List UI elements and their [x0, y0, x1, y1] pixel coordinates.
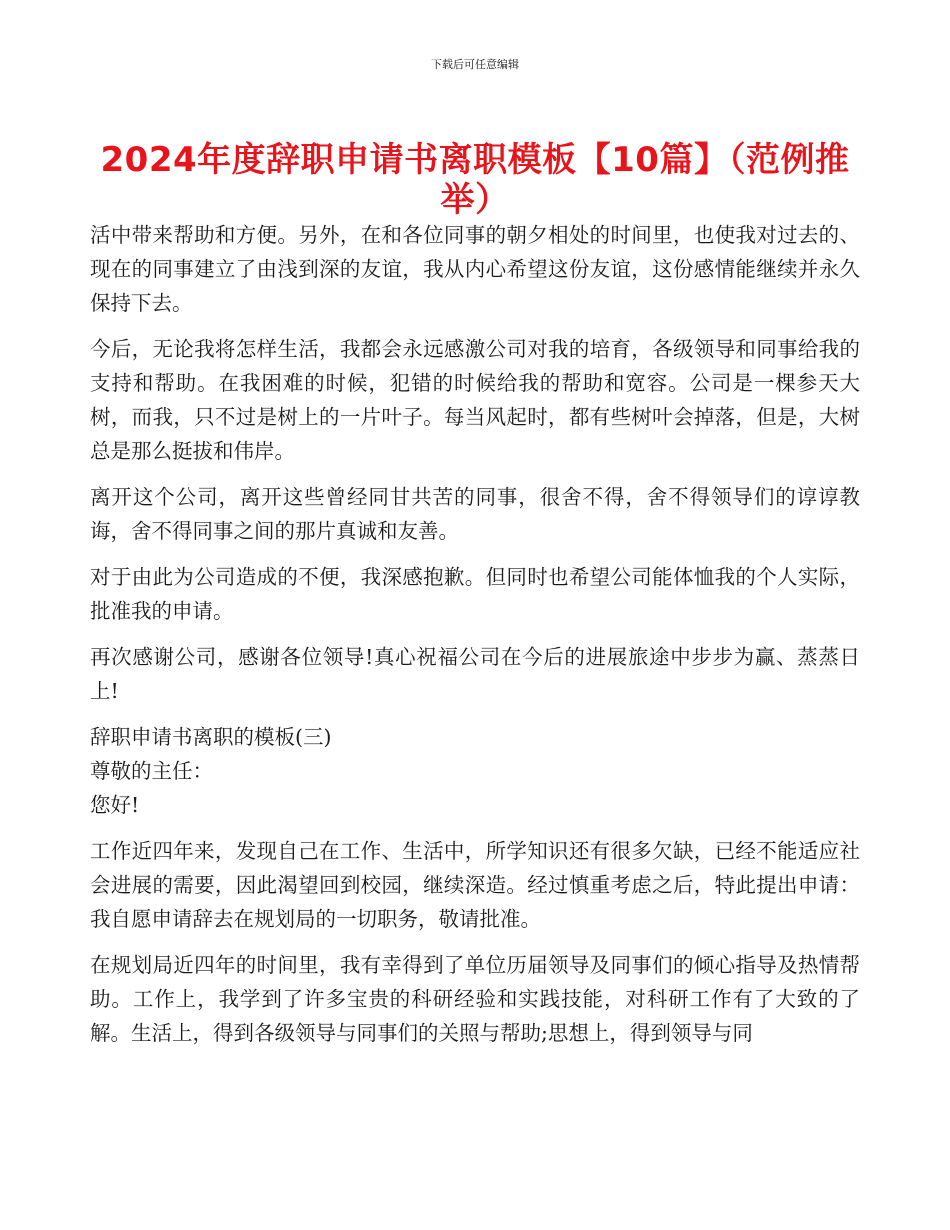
document-title: 2024年度辞职申请书离职模板【10篇】（范例推举） — [100, 140, 850, 220]
paragraph: 工作近四年来，发现自己在工作、生活中，所学知识还有很多欠缺，已经不能适应社会进展的需要，因此渴望回到校园，继续深造。经过慎重考虑之后，特此提出申请：我自愿申请辞去在规划局的一切职务，敬请批准。 — [90, 839, 860, 931]
salutation: 尊敬的主任： — [90, 759, 213, 783]
paragraph: 在规划局近四年的时间里，我有幸得到了单位历届领导及同事们的倾心指导及热情帮助。工作上，我学到了许多宝贵的科研经验和实践技能，对科研工作有了大致的了解。生活上，得到各级领导与同事们的关照与帮助;思想上，得到领导与同 — [90, 953, 860, 1045]
greeting: 您好! — [90, 793, 140, 817]
paragraph: 今后，无论我将怎样生活，我都会永远感激公司对我的培育，各级领导和同事给我的支持和帮助。在我困难的时候，犯错的时候给我的帮助和宽容。公司是一棵参天大树，而我，只不过是树上的一片叶子。每当风起时，都有些树叶会掉落，但是，大树总是那么挺拔和伟岸。 — [90, 337, 860, 463]
section-heading: 辞职申请书离职的模板(三) — [90, 725, 332, 749]
document-body — [90, 218, 860, 1062]
paragraph: 对于由此为公司造成的不便，我深感抱歉。但同时也希望公司能体恤我的个人实际，批准我的申请。 — [90, 565, 860, 623]
letter-opening — [90, 720, 860, 822]
paragraph: 活中带来帮助和方便。另外，在和各位同事的朝夕相处的时间里，也使我对过去的、现在的同事建立了由浅到深的友谊，我从内心希望这份友谊，这份感情能继续并永久保持下去。 — [90, 223, 860, 315]
paragraph: 离开这个公司，离开这些曾经同甘共苦的同事，很舍不得，舍不得领导们的谆谆教诲，舍不得同事之间的那片真诚和友善。 — [90, 485, 860, 543]
paragraph: 再次感谢公司，感谢各位领导!真心祝福公司在今后的进展旅途中步步为赢、蒸蒸日上! — [90, 645, 860, 703]
header-note: 下载后可任意编辑 — [431, 58, 519, 71]
